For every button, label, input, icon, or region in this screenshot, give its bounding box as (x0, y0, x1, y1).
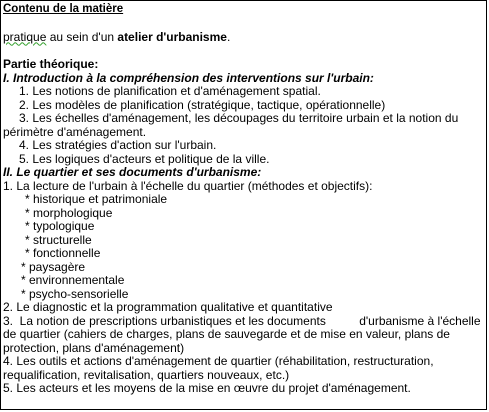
section1-item-5: 5. Les logiques d'acteurs et politique de la ville. (19, 151, 270, 166)
subitem-morphologique: * morphologique (25, 205, 113, 220)
intro-bold: atelier d'urbanisme (117, 29, 227, 44)
section2-item-4-line2: requalification, revitalisation, quartiers nouveaux, etc.) (3, 367, 290, 382)
section2-item-4-line1: 4. Les outils et actions d'aménagement de quartier (réhabilitation, restructuration, (3, 354, 434, 368)
section2-item-5: 5. Les acteurs et les moyens de la mise en œuvre du projet d'aménagement. (3, 381, 411, 395)
section1-item-1: 1. Les notions de planification et d'aménagement spatial. (19, 84, 321, 98)
part-heading: Partie théorique: (3, 57, 99, 71)
intro-middle: au sein d'un (46, 29, 118, 44)
subitem-environnementale: * environnementale (21, 273, 125, 287)
section2-item-3-line3: protection, plans d'aménagement) (3, 340, 185, 355)
section2-item-3-line1: 3. La notion de prescriptions urbanistiques et les documents d'urbanisme à l'échelle (3, 313, 481, 328)
subitem-paysagere: * paysagère (21, 259, 86, 274)
section2-item-2: 2. Le diagnostic et la programmation qualitative et quantitative (3, 300, 333, 314)
intro-suffix: . (226, 29, 231, 44)
section2-item-1: 1. La lecture de l'urbain à l'échelle du quartier (méthodes et objectifs): (3, 178, 373, 193)
intro-paragraph (3, 31, 485, 45)
subitem-fonctionnelle: * fonctionnelle (25, 246, 101, 260)
section1-heading: I. Introduction à la compréhension des interventions sur l'urbain: (3, 70, 374, 85)
subitem-structurelle: * structurelle (25, 232, 92, 247)
subitem-historique: * historique et patrimoniale (25, 192, 168, 206)
section1-item-4: 4. Les stratégies d'action sur l'urbain. (19, 138, 217, 152)
subitem-psycho-sensorielle: * psycho-sensorielle (21, 286, 129, 301)
section2-heading: II. Le quartier et ses documents d'urbanisme: (3, 165, 262, 179)
document-body (3, 3, 485, 396)
subitem-typologique: * typologique (25, 219, 95, 233)
section-title: Contenu de la matière (3, 3, 124, 15)
section2-item-3-line2: de quartier (cahiers de charges, plans de sauvegarde et de mise en valeur, plans de (3, 327, 450, 341)
section1-item-3: 3. Les échelles d'aménagement, les découpages du territoire urbain et la notion du (19, 111, 459, 125)
intro-prefix: pratique (3, 29, 47, 44)
section1-item-3-continuation: périmètre d'aménagement. (3, 124, 147, 139)
section1-item-2: 2. Les modèles de planification (stratégique, tactique, opérationnelle) (19, 97, 386, 112)
